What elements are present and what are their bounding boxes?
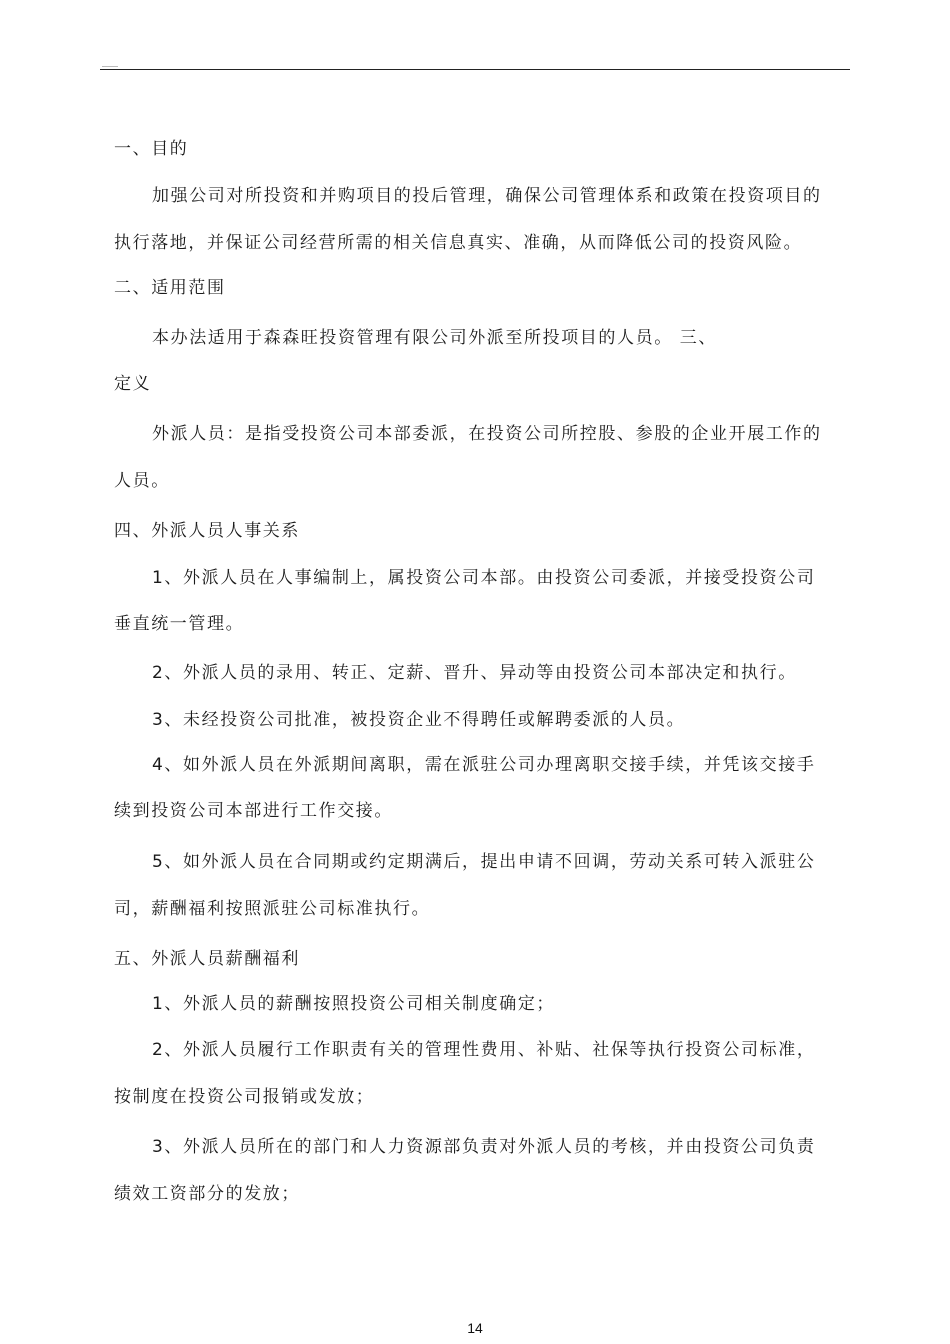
text-line: 司，薪酬福利按照派驻公司标准执行。 [114, 899, 431, 919]
page-number: 14 [467, 1320, 483, 1336]
text-line: 1、外派人员在人事编制上，属投资公司本部。由投资公司委派，并接受投资公司 [152, 568, 816, 588]
section-heading: 一、目的 [114, 139, 189, 159]
text-line: 垂直统一管理。 [114, 614, 245, 634]
text-line: 3、外派人员所在的部门和人力资源部负责对外派人员的考核，并由投资公司负责 [152, 1137, 816, 1157]
text-line: 人员。 [114, 471, 170, 491]
header-rule [100, 69, 850, 70]
text-line: 绩效工资部分的发放； [114, 1184, 300, 1204]
section-heading: 四、外派人员人事关系 [114, 521, 300, 541]
text-line: 5、如外派人员在合同期或约定期满后，提出申请不回调，劳动关系可转入派驻公 [152, 852, 816, 872]
header-tick [102, 66, 118, 67]
text-line: 2、外派人员的录用、转正、定薪、晋升、异动等由投资公司本部决定和执行。 [152, 663, 797, 683]
section-heading: 五、外派人员薪酬福利 [114, 949, 300, 969]
text-line: 加强公司对所投资和并购项目的投后管理，确保公司管理体系和政策在投资项目的 [152, 186, 822, 206]
text-line: 续到投资公司本部进行工作交接。 [114, 801, 393, 821]
section-heading: 二、适用范围 [114, 278, 226, 298]
section-heading: 定义 [114, 374, 152, 394]
text-line: 4、如外派人员在外派期间离职，需在派驻公司办理离职交接手续，并凭该交接手 [152, 755, 816, 775]
text-line: 按制度在投资公司报销或发放； [114, 1087, 375, 1107]
text-line: 3、未经投资公司批准，被投资企业不得聘任或解聘委派的人员。 [152, 710, 686, 730]
text-line: 2、外派人员履行工作职责有关的管理性费用、补贴、社保等执行投资公司标准， [152, 1040, 816, 1060]
text-line: 执行落地，并保证公司经营所需的相关信息真实、准确，从而降低公司的投资风险。 [114, 233, 803, 253]
text-line: 本办法适用于森森旺投资管理有限公司外派至所投项目的人员。 三、 [152, 328, 718, 348]
text-line: 1、外派人员的薪酬按照投资公司相关制度确定； [152, 994, 556, 1014]
text-line: 外派人员：是指受投资公司本部委派，在投资公司所控股、参股的企业开展工作的 [152, 424, 822, 444]
